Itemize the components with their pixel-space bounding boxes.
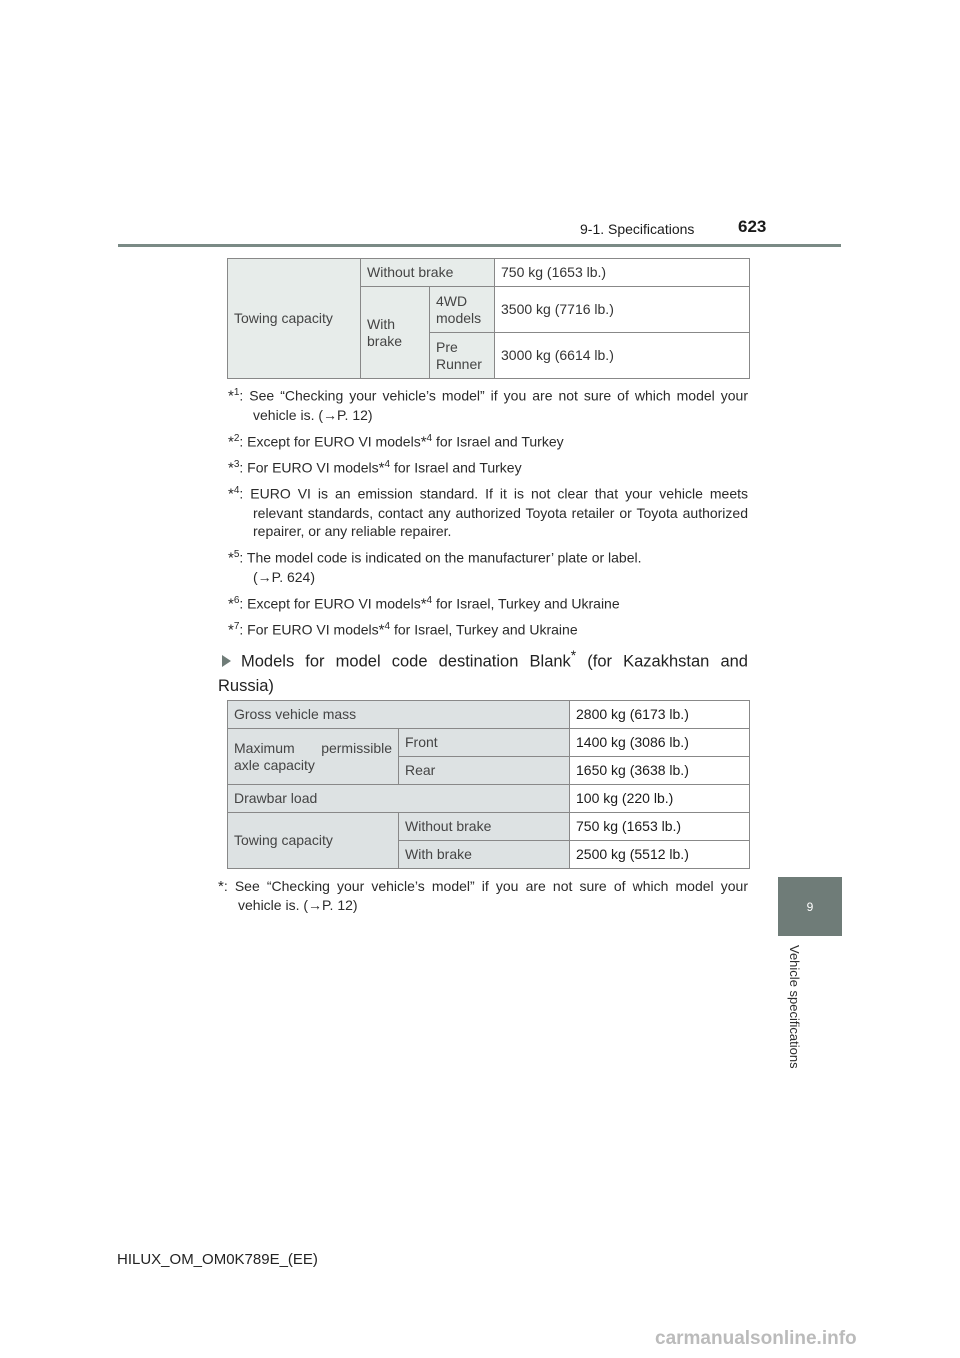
model-heading: Models for model code destination Blank* (for Kazakhstan and Russia) xyxy=(218,648,748,695)
footnote-3: *$^3$: For EURO VI models*$^4$ for Israel and Turkey xyxy=(228,459,522,477)
rear-value: 1650 kg (3638 lb.) xyxy=(570,757,750,785)
4wd-models-label: 4WD models xyxy=(430,287,495,333)
footnote-5: *$^5$: The model code is indicated on the manufacturer’ plate or label. (→P. 624) xyxy=(228,549,642,585)
footnote-7: *$^7$: For EURO VI models*$^4$ for Israel, Turkey and Ukraine xyxy=(228,621,578,639)
pre-runner-value: 3000 kg (6614 lb.) xyxy=(495,333,750,379)
footnote-4: *$^4$: EURO VI is an emission standard. If it is not clear that your vehicle meets relevant standards, contact any authorized Toyota retailer or Toyota authorized repairer, or any reliable repairer. xyxy=(228,485,748,539)
towing-capacity-label: Towing capacity xyxy=(228,259,361,379)
with-brake-value: 2500 kg (5512 lb.) xyxy=(570,841,750,869)
gross-vehicle-mass-label: Gross vehicle mass xyxy=(228,701,570,729)
kazakhstan-russia-spec-table xyxy=(227,700,750,869)
towing-capacity-table xyxy=(227,258,750,379)
pre-runner-label: Pre Runner xyxy=(430,333,495,379)
towing-capacity-label: Towing capacity xyxy=(228,813,399,869)
chapter-label-text: Vehicle specifications xyxy=(787,945,802,1069)
manual-code: HILUX_OM_OM0K789E_(EE) xyxy=(117,1251,318,1268)
without-brake-value: 750 kg (1653 lb.) xyxy=(570,813,750,841)
without-brake-value: 750 kg (1653 lb.) xyxy=(495,259,750,287)
with-brake-label: With brake xyxy=(399,841,570,869)
drawbar-load-label: Drawbar load xyxy=(228,785,570,813)
drawbar-load-value: 100 kg (220 lb.) xyxy=(570,785,750,813)
arrow-right-icon xyxy=(222,655,231,667)
footnote-2: *$^2$: Except for EURO VI models*$^4$ for Israel and Turkey xyxy=(228,433,564,451)
without-brake-label: Without brake xyxy=(399,813,570,841)
chapter-side-label xyxy=(760,945,860,1085)
front-label: Front xyxy=(399,729,570,757)
footnote-6: *$^6$: Except for EURO VI models*$^4$ for Israel, Turkey and Ukraine xyxy=(228,595,620,613)
chapter-number: 9 xyxy=(806,899,814,914)
4wd-models-value: 3500 kg (7716 lb.) xyxy=(495,287,750,333)
gross-vehicle-mass-value: 2800 kg (6173 lb.) xyxy=(570,701,750,729)
footnote-1: *$^1$: See “Checking your vehicle’s model” if you are not sure of which model your vehicle is. (→P. 12) xyxy=(228,387,748,423)
chapter-tab[interactable] xyxy=(778,877,842,936)
with-brake-label: With brake xyxy=(361,287,430,379)
footnote-blank-destination: *: See “Checking your vehicle’s model” if you are not sure of which model your vehicle is. (→P. 12) xyxy=(218,878,748,913)
section-title: 9-1. Specifications xyxy=(580,221,695,237)
header-divider xyxy=(118,244,841,247)
rear-label: Rear xyxy=(399,757,570,785)
max-axle-capacity-label: Maximum permissible axle capacity xyxy=(228,729,399,785)
watermark: carmanualsonline.info xyxy=(655,1328,857,1349)
page-number: 623 xyxy=(738,217,767,236)
front-value: 1400 kg (3086 lb.) xyxy=(570,729,750,757)
without-brake-label: Without brake xyxy=(361,259,495,287)
